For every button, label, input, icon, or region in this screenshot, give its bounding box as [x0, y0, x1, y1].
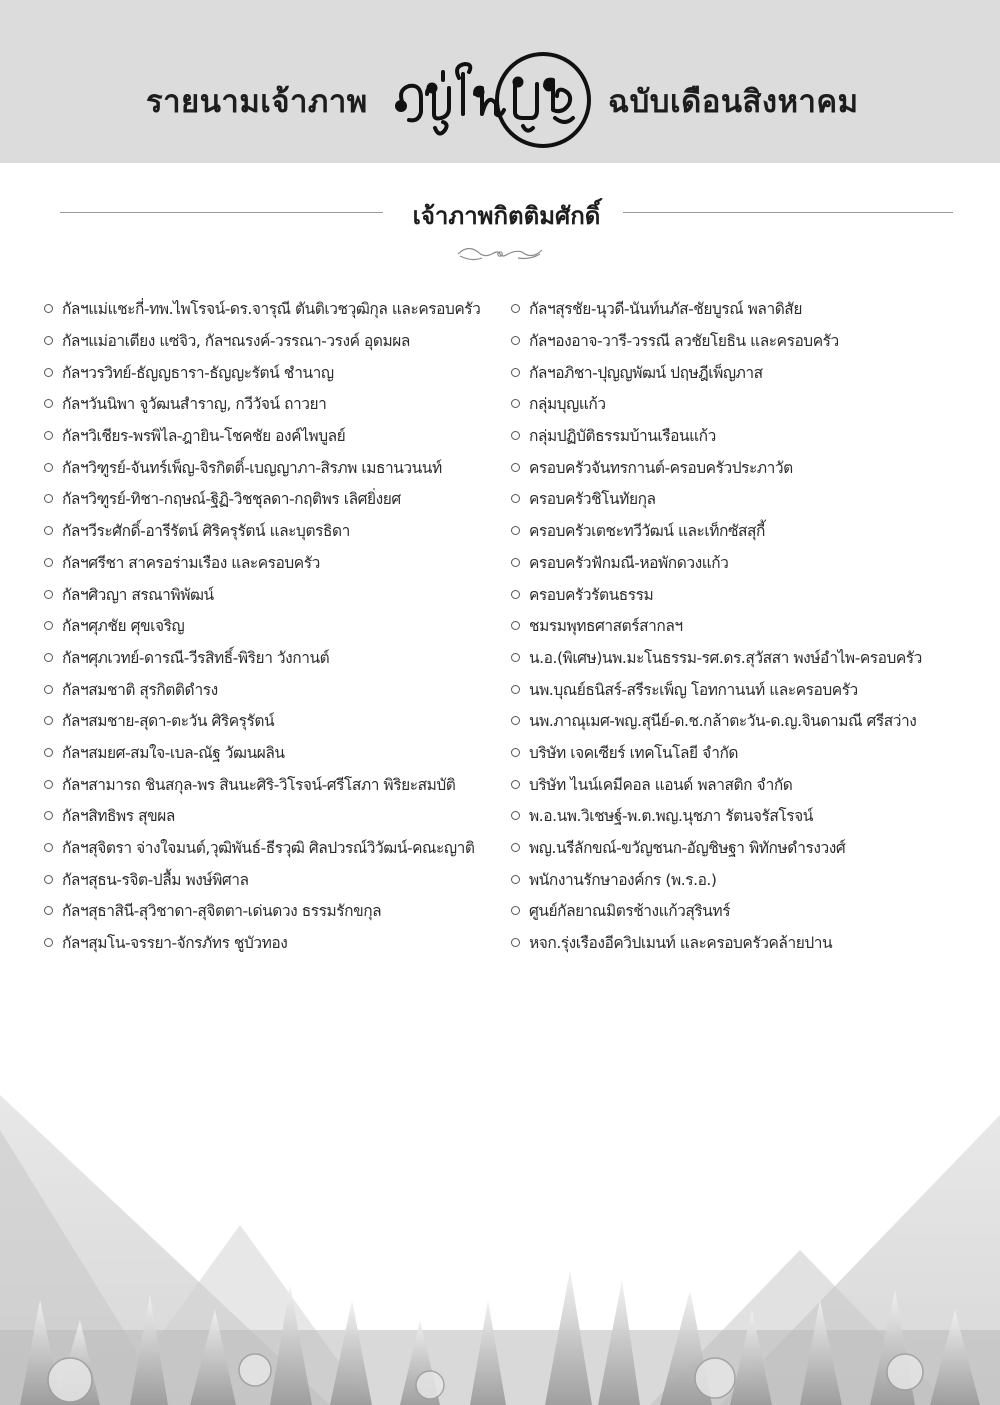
hosts-list-left: [44, 293, 504, 958]
bullet-circle-icon: [44, 843, 53, 852]
bullet-circle-icon: [44, 780, 53, 789]
list-item: ครอบครัวรัตนธรรม: [511, 578, 981, 610]
list-item: กลุ่มปฏิบัติธรรมบ้านเรือนแก้ว: [511, 420, 981, 452]
bullet-circle-icon: [511, 558, 520, 567]
bullet-circle-icon: [511, 526, 520, 535]
header-title-left: รายนามเจ้าภาพ: [146, 84, 368, 120]
bullet-circle-icon: [44, 399, 53, 408]
list-item: ชมรมพุทธศาสตร์สากลฯ: [511, 610, 981, 642]
magazine-logo: [383, 48, 595, 152]
list-item: กัลฯวิเชียร-พรพิไล-ฎายิน-โชคชัย องค์ไพบูลย์: [44, 420, 504, 452]
list-item: กัลฯศิวญา สรณาพิพัฒน์: [44, 578, 504, 610]
list-item: ศูนย์กัลยาณมิตรช้างแก้วสุรินทร์: [511, 895, 981, 927]
list-item: กัลฯวิฑูรย์-ทิชา-กฤษณ์-ฐิฏิ-วิชชุลดา-กฤติพร เลิศยิ่งยศ: [44, 483, 504, 515]
bullet-circle-icon: [44, 621, 53, 630]
list-item: กัลฯสมชาติ สุรกิตติดำรง: [44, 673, 504, 705]
bullet-circle-icon: [44, 558, 53, 567]
list-item: กัลฯสมชาย-สุดา-ตะวัน ศิริครุรัตน์: [44, 705, 504, 737]
list-item: ครอบครัวเตชะทวีวัฒน์ และเท็กซัสสุกี้: [511, 515, 981, 547]
bullet-circle-icon: [511, 494, 520, 503]
hosts-list-right: [511, 293, 981, 958]
bullet-circle-icon: [44, 811, 53, 820]
bullet-circle-icon: [511, 716, 520, 725]
list-item: กัลฯสุธาสินี-สุวิชาดา-สุจิตตา-เด่นดวง ธรรมรักขกุล: [44, 895, 504, 927]
list-item: น.อ.(พิเศษ)นพ.มะโนธรรม-รศ.ดร.สุวัสสา พงษ์อำไพ-ครอบครัว: [511, 642, 981, 674]
bullet-circle-icon: [511, 843, 520, 852]
list-item: กัลฯสุรชัย-นุวดี-นันท์นภัส-ชัยบูรณ์ พลาดิสัย: [511, 293, 981, 325]
bullet-circle-icon: [511, 811, 520, 820]
list-item: กัลฯศุภเวทย์-ดารณี-วีรสิทธิ์-พิริยา วังกานต์: [44, 642, 504, 674]
bullet-circle-icon: [44, 336, 53, 345]
bullet-circle-icon: [44, 304, 53, 313]
bullet-circle-icon: [44, 494, 53, 503]
list-item: กัลฯสุธน-รจิต-ปลื้ม พงษ์พิศาล: [44, 863, 504, 895]
list-item: ครอบครัวชิโนทัยกุล: [511, 483, 981, 515]
bullet-circle-icon: [511, 368, 520, 377]
list-item: พนักงานรักษาองค์กร (พ.ร.อ.): [511, 863, 981, 895]
list-item: กัลฯสุมโน-จรรยา-จักรภัทร ชูบัวทอง: [44, 927, 504, 959]
bullet-circle-icon: [511, 336, 520, 345]
list-item: กัลฯสมยศ-สมใจ-เบล-ณัฐ วัฒนผลิน: [44, 737, 504, 769]
list-item: นพ.ภาณุเมศ-พญ.สุนีย์-ด.ช.กล้าตะวัน-ด.ญ.จินดามณี ศรีสว่าง: [511, 705, 981, 737]
header-title-right: ฉบับเดือนสิงหาคม: [608, 84, 859, 120]
bullet-circle-icon: [44, 431, 53, 440]
list-item: กัลฯแม่แชะกี่-ทพ.ไพโรจน์-ดร.จารุณี ตันติเวชวุฒิกุล และครอบครัว: [44, 293, 504, 325]
bullet-circle-icon: [511, 938, 520, 947]
bullet-circle-icon: [511, 621, 520, 630]
ornament-flourish-icon: [450, 244, 550, 264]
bullet-circle-icon: [44, 716, 53, 725]
bullet-circle-icon: [44, 906, 53, 915]
list-item: ครอบครัวฟักมณี-หอพักดวงแก้ว: [511, 547, 981, 579]
bullet-circle-icon: [511, 304, 520, 313]
list-item: กัลฯสิทธิพร สุขผล: [44, 800, 504, 832]
list-item: กัลฯองอาจ-วารี-วรรณี ลวชัยโยธิน และครอบครัว: [511, 325, 981, 357]
list-item: กัลฯศรีชา สาครอร่ามเรือง และครอบครัว: [44, 547, 504, 579]
bullet-circle-icon: [44, 526, 53, 535]
bullet-circle-icon: [511, 399, 520, 408]
list-item: กัลฯวันนิพา จูวัฒนสำราญ, กวีวัจน์ ถาวยา: [44, 388, 504, 420]
list-item: พญ.นรีลักขณ์-ขวัญชนก-อัญชิษฐา พิทักษดำรงวงศ์: [511, 832, 981, 864]
list-item: บริษัท ไนน์เคมีคอล แอนด์ พลาสติก จำกัด: [511, 768, 981, 800]
bullet-circle-icon: [44, 368, 53, 377]
list-item: กัลฯวีระศักดิ์-อารีรัตน์ ศิริครุรัตน์ และบุตรธิดา: [44, 515, 504, 547]
bullet-circle-icon: [44, 653, 53, 662]
bullet-circle-icon: [511, 780, 520, 789]
bullet-circle-icon: [511, 431, 520, 440]
list-item: นพ.บุณย์ธนิสร์-สรีระเพ็ญ โอทกานนท์ และครอบครัว: [511, 673, 981, 705]
list-item: ครอบครัวจันทรกานต์-ครอบครัวประภาวัต: [511, 451, 981, 483]
list-item: กัลฯวรวิทย์-ธัญญธารา-ธัญญะรัตน์ ชำนาญ: [44, 356, 504, 388]
bullet-circle-icon: [44, 748, 53, 757]
title-rule-right: [623, 212, 953, 213]
bullet-circle-icon: [511, 653, 520, 662]
bullet-circle-icon: [44, 685, 53, 694]
bullet-circle-icon: [44, 463, 53, 472]
section-title: เจ้าภาพกิตติมศักดิ์: [412, 202, 601, 230]
bullet-circle-icon: [44, 875, 53, 884]
list-item: กลุ่มบุญแก้ว: [511, 388, 981, 420]
bullet-circle-icon: [511, 748, 520, 757]
section-heading: [60, 196, 953, 236]
bullet-circle-icon: [511, 590, 520, 599]
bullet-circle-icon: [44, 938, 53, 947]
bullet-circle-icon: [511, 875, 520, 884]
list-item: กัลฯศุภชัย ศุขเจริญ: [44, 610, 504, 642]
crystal-mountain-illustration: [0, 1000, 1000, 1405]
list-item: กัลฯสุจิตรา จ่างใจมนต์,วุฒิพันธ์-ธีรวุฒิ ศิลปวรณ์วิวัฒน์-คณะญาติ: [44, 832, 504, 864]
bullet-circle-icon: [511, 685, 520, 694]
list-item: กัลฯอภิชา-ปุญญพัฒน์ ปฤษฎีเพ็ญภาส: [511, 356, 981, 388]
bullet-circle-icon: [511, 906, 520, 915]
list-item: กัลฯวิฑูรย์-จันทร์เพ็ญ-จิรกิตติ์-เบญญาภา-สิรภพ เมธานวนนท์: [44, 451, 504, 483]
bullet-circle-icon: [44, 590, 53, 599]
list-item: บริษัท เจคเซียร์ เทคโนโลยี จำกัด: [511, 737, 981, 769]
bullet-circle-icon: [511, 463, 520, 472]
list-item: พ.อ.นพ.วิเชษฐ์-พ.ต.พญ.นุชภา รัตนจรัสโรจน์: [511, 800, 981, 832]
list-item: กัลฯสามารถ ชินสกุล-พร สินนะศิริ-วิโรจน์-ศรีโสภา พิริยะสมบัติ: [44, 768, 504, 800]
list-item: กัลฯแม่อาเตียง แซ่จิว, กัลฯณรงค์-วรรณา-วรงค์ อุดมผล: [44, 325, 504, 357]
list-item: หจก.รุ่งเรืองอีควิปเมนท์ และครอบครัวคล้ายปาน: [511, 927, 981, 959]
